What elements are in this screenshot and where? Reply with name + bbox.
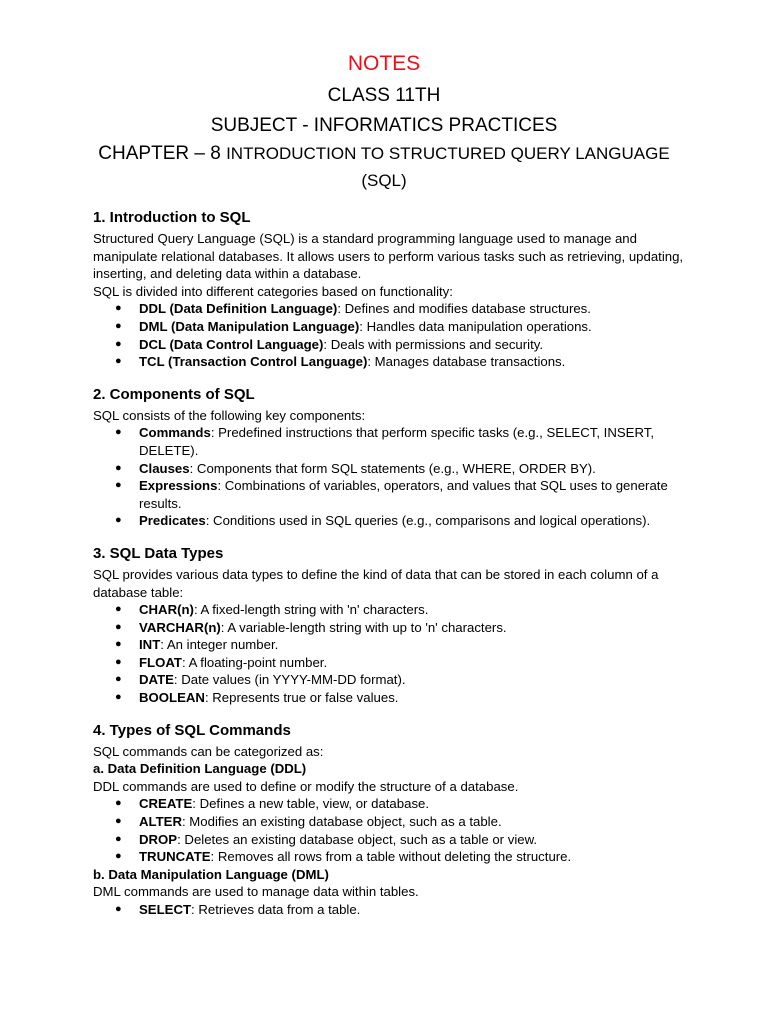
list-item <box>93 318 693 336</box>
item-desc: : An integer number. <box>160 637 279 653</box>
list-item <box>93 636 693 654</box>
section-title: 4. Types of SQL Commands <box>93 721 291 739</box>
item-term: FLOAT <box>139 654 182 670</box>
bullet-list <box>93 300 693 370</box>
item-term: DCL (Data Control Language) <box>139 336 324 352</box>
item-desc: : Conditions used in SQL queries (e.g., comparisons and logical operations). <box>205 513 651 529</box>
paragraph: SQL commands can be categorized as: <box>93 743 324 759</box>
bullet-icon: ● <box>115 302 122 315</box>
list-item <box>93 848 693 866</box>
section-title: 3. SQL Data Types <box>93 544 224 562</box>
bullet-icon: ● <box>115 337 122 350</box>
chapter-title-cont: (SQL) <box>361 171 407 190</box>
item-desc: : A variable-length string with up to 'n' characters. <box>220 619 507 635</box>
bullet-list <box>93 901 693 919</box>
bullet-icon: ● <box>115 620 122 633</box>
bullet-icon: ● <box>115 638 122 651</box>
item-term: ALTER <box>139 814 182 830</box>
item-term: CHAR(n) <box>139 602 194 618</box>
section-intro-sql <box>93 208 693 371</box>
bullet-icon: ● <box>115 691 122 704</box>
item-desc: : Deletes an existing database object, such as a table or view. <box>177 831 538 847</box>
item-term: DROP <box>139 831 178 847</box>
bullet-icon: ● <box>115 355 122 368</box>
bullet-list <box>93 424 693 530</box>
chapter-heading <box>0 143 768 165</box>
subject-heading: SUBJECT - INFORMATICS PRACTICES <box>210 115 558 136</box>
bullet-icon: ● <box>115 673 122 686</box>
list-item <box>93 795 693 813</box>
notes-heading: NOTES <box>347 52 421 75</box>
bullet-icon: ● <box>115 903 122 915</box>
section-data-types <box>93 544 693 707</box>
item-desc: : Defines a new table, view, or database. <box>192 796 430 812</box>
bullet-icon: ● <box>115 815 122 828</box>
list-item <box>93 477 693 512</box>
list-item <box>93 689 693 707</box>
bullet-icon: ● <box>115 603 122 616</box>
item-desc: : Predefined instructions that perform specific tasks (e.g., SELECT, INSERT, DELETE). <box>139 425 654 458</box>
list-item <box>93 813 693 831</box>
item-term: BOOLEAN <box>139 690 205 706</box>
item-desc: : Manages database transactions. <box>367 354 566 370</box>
item-desc: : Date values (in YYYY-MM-DD format). <box>173 672 406 688</box>
section-components <box>93 385 693 530</box>
list-item <box>93 619 693 637</box>
item-term: DDL (Data Definition Language) <box>139 301 338 317</box>
item-term: Commands <box>139 425 211 441</box>
item-desc: : A floating-point number. <box>181 654 328 670</box>
item-term: CREATE <box>139 796 193 812</box>
bullet-icon: ● <box>115 461 122 474</box>
list-item <box>93 671 693 689</box>
paragraph: DML commands are used to manage data within tables. <box>93 884 419 900</box>
item-term: DATE <box>139 672 174 688</box>
bullet-icon: ● <box>115 514 122 527</box>
bullet-icon: ● <box>115 319 122 332</box>
bullet-list <box>93 601 693 707</box>
paragraph: DDL commands are used to define or modify the structure of a database. <box>93 778 519 794</box>
item-term: VARCHAR(n) <box>139 619 221 635</box>
list-item <box>93 901 693 919</box>
item-desc: : Handles data manipulation operations. <box>359 318 592 334</box>
bullet-icon: ● <box>115 426 122 439</box>
list-item <box>93 831 693 849</box>
list-item <box>93 601 693 619</box>
chapter-title: INTRODUCTION TO STRUCTURED QUERY LANGUAGE <box>226 144 670 163</box>
section-title: 1. Introduction to SQL <box>93 209 251 226</box>
item-term: DML (Data Manipulation Language) <box>139 318 360 334</box>
bullet-list <box>93 795 693 865</box>
paragraph: SQL consists of the following key components: <box>93 407 366 423</box>
item-term: Predicates <box>139 513 206 529</box>
item-term: TRUNCATE <box>139 849 211 865</box>
subsection-title: a. Data Definition Language (DDL) <box>93 761 307 777</box>
list-item <box>93 512 693 530</box>
bullet-icon: ● <box>115 797 122 810</box>
item-desc: : Combinations of variables, operators, and values that SQL uses to generate results. <box>139 478 668 511</box>
bullet-icon: ● <box>115 655 122 668</box>
document-body <box>93 208 693 933</box>
bullet-icon: ● <box>115 850 122 863</box>
item-desc: : Modifies an existing database object, such as a table. <box>181 814 502 830</box>
item-desc: : Removes all rows from a table without deleting the structure. <box>210 849 572 865</box>
item-term: SELECT <box>139 902 192 917</box>
section-sql-commands <box>93 721 693 919</box>
item-desc: : Retrieves data from a table. <box>191 902 361 917</box>
bullet-icon: ● <box>115 832 122 845</box>
item-desc: : Components that form SQL statements (e.g., WHERE, ORDER BY). <box>189 460 596 476</box>
item-term: Expressions <box>139 478 218 494</box>
item-desc: : Deals with permissions and security. <box>323 336 544 352</box>
list-item <box>93 336 693 354</box>
item-term: TCL (Transaction Control Language) <box>139 354 368 370</box>
list-item <box>93 300 693 318</box>
section-title: 2. Components of SQL <box>93 385 255 403</box>
list-item <box>93 353 693 371</box>
list-item <box>93 460 693 478</box>
paragraph: Structured Query Language (SQL) is a standard programming language used to manage and manipulate relational databases. It allows users to perform various tasks such as retrieving, updating, inserting, and deleting data within a database. <box>93 231 684 282</box>
paragraph: SQL is divided into different categories based on functionality: <box>93 283 453 299</box>
class-heading: CLASS 11TH <box>327 85 441 106</box>
item-desc: : A fixed-length string with 'n' characters. <box>193 602 429 618</box>
bullet-icon: ● <box>115 479 122 492</box>
item-term: Clauses <box>139 460 190 476</box>
list-item <box>93 424 693 459</box>
paragraph: SQL provides various data types to define the kind of data that can be stored in each column of a database table: <box>93 566 659 600</box>
list-item <box>93 654 693 672</box>
chapter-prefix: CHAPTER – 8 <box>98 143 221 164</box>
item-term: INT <box>139 637 161 653</box>
item-desc: : Defines and modifies database structures. <box>337 301 591 317</box>
item-desc: : Represents true or false values. <box>204 690 399 706</box>
subsection-title: b. Data Manipulation Language (DML) <box>93 866 329 882</box>
